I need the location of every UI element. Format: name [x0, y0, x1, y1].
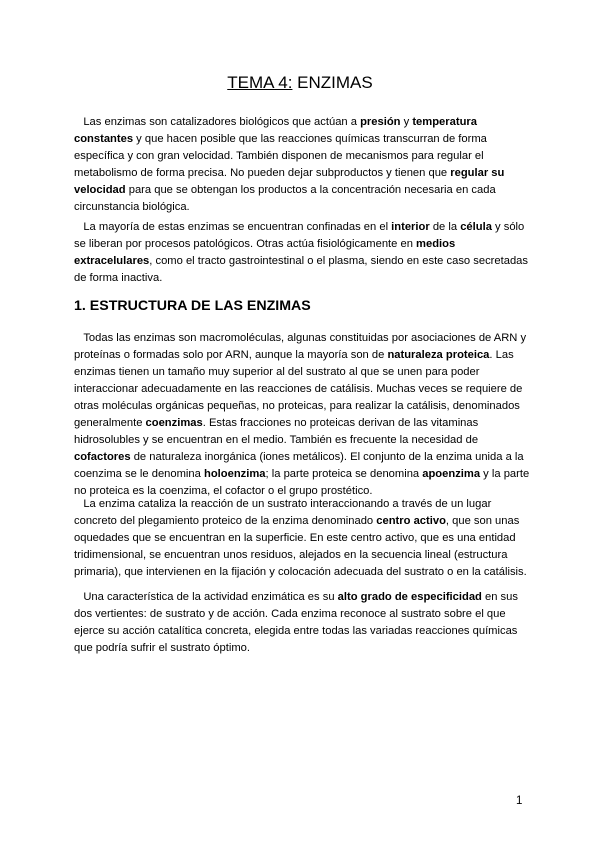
bold-term: naturaleza proteica	[387, 349, 490, 361]
paragraph-intro	[74, 114, 530, 216]
page-number: 1	[516, 795, 523, 807]
text-run: de la	[429, 221, 461, 233]
text-run: y la parte no proteica es la coenzima, el cofactor o el grupo prostético.	[74, 468, 530, 497]
text-run: de naturaleza inorgánica (iones metálicos). El conjunto de la enzima unida a la coenzima se le denomina	[74, 451, 524, 480]
text-run: ; la parte proteica se denomina	[265, 468, 423, 480]
text-run: y sólo se liberan por procesos patológicos. Otras actúa fisiológicamente en	[74, 221, 525, 250]
text-run: . Las enzimas tienen un tamaño muy superior al del sustrato al que se unen para poder interaccionar adecuadamente en las reacciones de catálisis. Muchas veces se requiere de otras moléculas orgánicas pequeñas, no proteicas, para realizar la catálisis, denominados generalmente	[74, 349, 523, 429]
text-run: La mayoría de estas enzimas se encuentran confinadas en el	[74, 221, 392, 233]
text-run: para que se obtengan los productos a la concentración necesaria en cada circunstancia biológica.	[74, 184, 496, 213]
bold-term: presión	[360, 116, 401, 128]
text-run: en sus dos vertientes: de sustrato y de acción. Cada enzima reconoce al sustrato sobre el que ejerce su acción catalítica concreta, elegida entre todas las variadas reacciones químicas que podría sufrir el sustrato óptimo.	[74, 591, 518, 654]
bold-term: temperatura constantes	[74, 116, 477, 145]
section-heading-estructura: 1. ESTRUCTURA DE LAS ENZIMAS	[74, 298, 311, 314]
text-run: Las enzimas son catalizadores biológicos que actúan a	[74, 116, 361, 128]
text-run: La enzima cataliza la reacción de un sustrato interaccionando a través de un lugar concreto del plegamiento proteico de la enzima denominado	[74, 498, 492, 527]
paragraph-structure	[74, 330, 530, 500]
bold-term: centro activo	[376, 515, 446, 527]
paragraph-specificity	[74, 589, 530, 657]
bold-term: apoenzima	[422, 468, 481, 480]
text-run: , como el tracto gastrointestinal o el plasma, siendo en este caso secretadas de forma inactiva.	[74, 255, 528, 284]
bold-term: cofactores	[74, 451, 131, 463]
text-run: . Estas fracciones no proteicas derivan de las vitaminas hidrosolubles y se encuentran en el medio. También es frecuente la necesidad de	[74, 417, 479, 446]
bold-term: regular su velocidad	[74, 167, 505, 196]
title-prefix: TEMA 4:	[227, 73, 293, 92]
bold-term: holoenzima	[203, 468, 266, 480]
page-title	[0, 72, 600, 94]
text-run: Una característica de la actividad enzimática es su	[74, 591, 338, 603]
bold-term: medios extracelulares	[74, 238, 456, 267]
text-run: y	[400, 116, 413, 128]
title-text: ENZIMAS	[292, 73, 373, 92]
paragraph-active-site	[74, 496, 530, 581]
bold-term: alto grado de especificidad	[337, 591, 482, 603]
paragraph-location	[74, 219, 530, 287]
text-run: y que hacen posible que las reacciones químicas transcurran de forma específica y con gran velocidad. También disponen de mecanismos para regular el metabolismo de forma precisa. No pueden dejar subproductos y tienen que	[74, 133, 487, 179]
bold-term: célula	[460, 221, 492, 233]
bold-term: interior	[391, 221, 430, 233]
text-run: Todas las enzimas son macromoléculas, algunas constituidas por asociaciones de ARN y proteínas o formadas solo por ARN, aunque la mayoría son de	[74, 332, 527, 361]
text-run: , que son unas oquedades que se encuentran en la superficie. En este centro activo, que es una entidad tridimensional, se encuentran unos residuos, alejados en la secuencia lineal (estructura primaria), que intervienen en la fijación y colocación adecuada del sustrato o en la catálisis.	[74, 515, 527, 578]
bold-term: coenzimas	[145, 417, 203, 429]
